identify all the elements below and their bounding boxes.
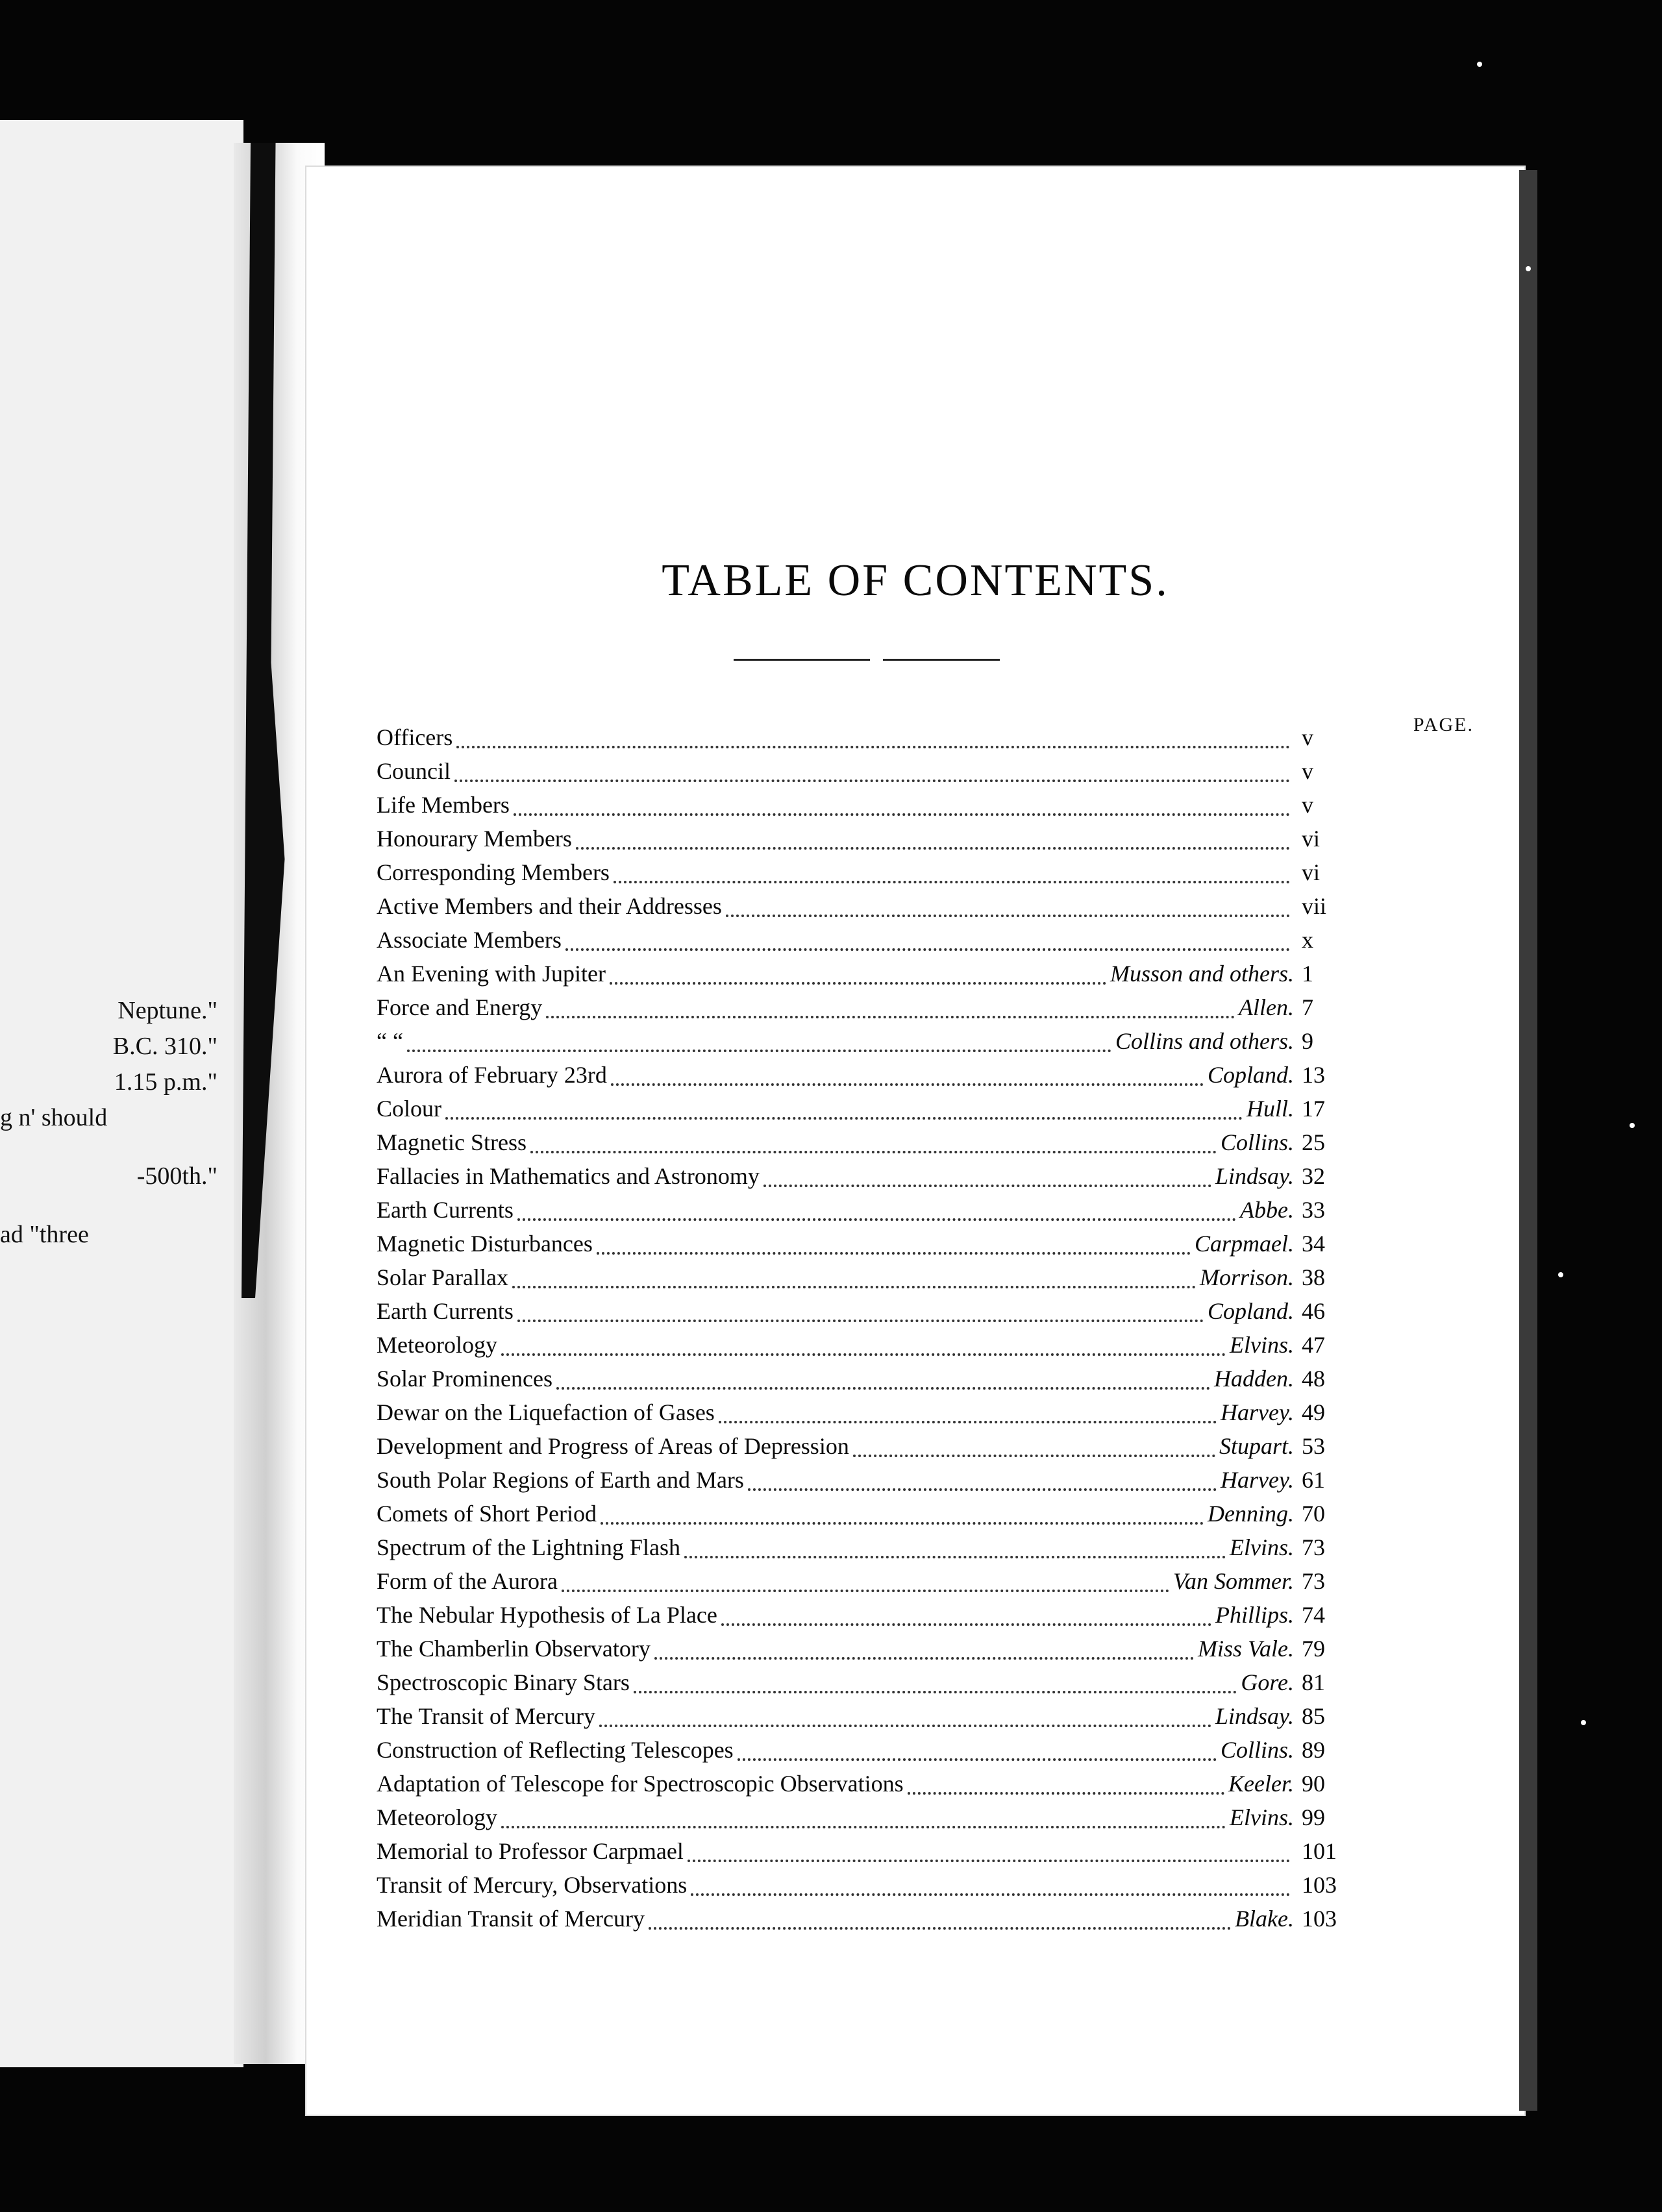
toc-entry-page: 38	[1302, 1264, 1325, 1290]
toc-entry	[377, 1027, 1341, 1061]
toc-entry-author: Denning.	[1208, 1501, 1294, 1527]
toc-entry-title: Earth Currents	[377, 1197, 514, 1223]
toc-entry-title: Honourary Members	[377, 826, 572, 852]
toc-entry-author: Elvins.	[1230, 1804, 1294, 1830]
toc-entry	[377, 1264, 1341, 1297]
toc-entry	[377, 825, 1341, 859]
toc-entry-title: Force and Energy	[377, 994, 543, 1020]
toc-entry	[377, 1399, 1341, 1432]
toc-entry-page: 48	[1302, 1366, 1325, 1392]
toc-entry-author: Hadden.	[1214, 1366, 1294, 1392]
previous-page-fragment: g n' should	[0, 1104, 108, 1131]
toc-entry-page: 34	[1302, 1231, 1325, 1257]
toc-entry-page: 74	[1302, 1602, 1325, 1628]
dot-leader	[512, 1286, 1196, 1288]
toc-entry	[377, 1736, 1341, 1770]
dot-leader	[501, 1826, 1226, 1828]
toc-entry	[377, 724, 1341, 757]
dot-leader	[721, 1623, 1211, 1626]
previous-page	[0, 120, 243, 2067]
dot-leader	[546, 1016, 1235, 1018]
toc-entry-title: Life Members	[377, 792, 510, 818]
previous-page-fragment: ad "three	[0, 1221, 89, 1248]
toc-entry	[377, 757, 1341, 791]
toc-entry	[377, 1837, 1341, 1871]
dot-leader	[530, 1151, 1217, 1153]
toc-entry	[377, 1905, 1341, 1939]
dot-leader	[649, 1927, 1231, 1930]
toc-entry-page: 53	[1302, 1433, 1325, 1459]
toc-entry-page: 101	[1302, 1838, 1337, 1864]
dust-speck	[1438, 1434, 1443, 1440]
toc-entry-author: Blake.	[1235, 1906, 1294, 1932]
toc-entry-page: 73	[1302, 1568, 1325, 1594]
toc-entry-title: Solar Parallax	[377, 1264, 508, 1290]
dot-leader	[688, 1860, 1290, 1862]
toc-entry-page: 61	[1302, 1467, 1325, 1493]
title-rule	[734, 659, 870, 661]
toc-entry	[377, 1061, 1341, 1095]
toc-entry-title: Comets of Short Period	[377, 1501, 597, 1527]
toc-entry-author: Hull.	[1246, 1096, 1294, 1122]
toc-entry-page: 33	[1302, 1197, 1325, 1223]
dot-leader	[517, 1320, 1204, 1322]
dot-leader	[514, 813, 1290, 816]
toc-entry	[377, 1331, 1341, 1365]
toc-entry-title: Spectrum of the Lightning Flash	[377, 1534, 680, 1560]
toc-entry-author: Phillips.	[1215, 1602, 1294, 1628]
toc-entry	[377, 1770, 1341, 1804]
toc-entry-page: vi	[1302, 826, 1321, 852]
toc-entry-title: Adaptation of Telescope for Spectroscopic Observations	[377, 1771, 904, 1797]
dot-leader	[517, 1218, 1236, 1221]
toc-entry-author: Allen.	[1239, 994, 1294, 1020]
toc-entry-title: Meteorology	[377, 1804, 497, 1830]
toc-entry-title: Meridian Transit of Mercury	[377, 1906, 645, 1932]
toc-entry	[377, 1230, 1341, 1264]
toc-entry-page: 103	[1302, 1872, 1337, 1898]
dot-leader	[691, 1893, 1290, 1896]
toc-entry-page: x	[1302, 927, 1313, 953]
toc-entry-title: The Chamberlin Observatory	[377, 1636, 651, 1662]
dot-leader	[654, 1657, 1194, 1660]
toc-entry	[377, 1466, 1341, 1500]
toc-entry	[377, 1297, 1341, 1331]
toc-entry-title: Form of the Aurora	[377, 1568, 558, 1594]
toc-entry	[377, 791, 1341, 825]
toc-entry-author: Harvey.	[1221, 1399, 1294, 1425]
toc-entry	[377, 1702, 1341, 1736]
toc-entry-author: Lindsay.	[1215, 1703, 1294, 1729]
toc-entry-page: v	[1302, 724, 1313, 750]
toc-entry-author: Miss Vale.	[1198, 1636, 1294, 1662]
toc-entry-page: 70	[1302, 1501, 1325, 1527]
toc-entry-title: Solar Prominences	[377, 1366, 552, 1392]
dot-leader	[726, 915, 1290, 917]
toc-entry-page: 85	[1302, 1703, 1325, 1729]
dot-leader	[597, 1252, 1191, 1255]
toc-entry-title: Transit of Mercury, Observations	[377, 1872, 688, 1898]
dot-leader	[556, 1387, 1210, 1390]
toc-entry	[377, 994, 1341, 1027]
toc-entry	[377, 926, 1341, 960]
dust-speck	[1526, 266, 1531, 271]
dot-leader	[684, 1556, 1226, 1558]
toc-entry-author: Gore.	[1241, 1669, 1294, 1695]
dot-leader	[454, 780, 1290, 782]
toc-entry-title: Corresponding Members	[377, 859, 610, 885]
toc-entry-author: Stupart.	[1219, 1433, 1294, 1459]
toc-entry-title: The Transit of Mercury	[377, 1703, 595, 1729]
toc-entry-page: 73	[1302, 1534, 1325, 1560]
toc-entry-page: 49	[1302, 1399, 1325, 1425]
toc-entry-page: 46	[1302, 1298, 1325, 1324]
previous-page-fragment: 1.15 p.m."	[114, 1068, 217, 1096]
toc-entry-title: Dewar on the Liquefaction of Gases	[377, 1399, 715, 1425]
previous-page-fragment: -500th."	[136, 1162, 217, 1190]
dot-leader	[908, 1792, 1224, 1795]
page-column-header: PAGE.	[1413, 714, 1474, 735]
toc-entry-page: 17	[1302, 1096, 1325, 1122]
toc-entry-author: Keeler.	[1228, 1771, 1294, 1797]
toc-entry	[377, 1129, 1341, 1162]
toc-entry-title: An Evening with Jupiter	[377, 961, 606, 987]
toc-entry-title: Aurora of February 23rd	[377, 1062, 607, 1088]
dot-leader	[599, 1725, 1211, 1727]
toc-entry-author: Musson and others.	[1110, 961, 1294, 987]
toc-entry-title: Construction of Reflecting Telescopes	[377, 1737, 734, 1763]
toc-entry-page: vii	[1302, 893, 1327, 919]
toc-entry-author: Van Sommer.	[1173, 1568, 1294, 1594]
toc-entry-title: Fallacies in Mathematics and Astronomy	[377, 1163, 760, 1189]
dot-leader	[610, 982, 1106, 985]
toc-entry-page: 103	[1302, 1906, 1337, 1932]
toc-entry-page: v	[1302, 758, 1313, 784]
toc-entry	[377, 1635, 1341, 1669]
toc-entry-title: Development and Progress of Areas of Depression	[377, 1433, 849, 1459]
dust-speck	[1477, 62, 1482, 67]
dot-leader	[748, 1488, 1217, 1491]
dot-leader	[763, 1185, 1211, 1187]
toc-entry-page: 9	[1302, 1028, 1313, 1054]
toc-entry-author: Elvins.	[1230, 1534, 1294, 1560]
toc-entry	[377, 859, 1341, 892]
toc-entry-author: Abbe.	[1240, 1197, 1294, 1223]
toc-entry-page: 89	[1302, 1737, 1325, 1763]
toc-entry	[377, 1534, 1341, 1567]
toc-entry-page: 1	[1302, 961, 1313, 987]
toc-entry	[377, 1196, 1341, 1230]
toc-entry-title: Active Members and their Addresses	[377, 893, 722, 919]
toc-entry-page: 99	[1302, 1804, 1325, 1830]
table-of-contents	[377, 724, 1341, 1939]
toc-entry-author: Copland.	[1207, 1298, 1294, 1324]
dot-leader	[853, 1455, 1215, 1457]
toc-entry-page: 25	[1302, 1129, 1325, 1155]
toc-entry-title: Meteorology	[377, 1332, 497, 1358]
toc-entry	[377, 1669, 1341, 1702]
dot-leader	[501, 1353, 1226, 1356]
toc-entry	[377, 892, 1341, 926]
dot-leader	[611, 1083, 1204, 1086]
previous-page-fragment: Neptune."	[118, 997, 217, 1024]
toc-entry-author: Copland.	[1207, 1062, 1294, 1088]
previous-page-fragment: B.C. 310."	[112, 1033, 217, 1060]
toc-entry-title: Earth Currents	[377, 1298, 514, 1324]
toc-entry-page: 13	[1302, 1062, 1325, 1088]
toc-entry-title: Spectroscopic Binary Stars	[377, 1669, 630, 1695]
toc-entry	[377, 1500, 1341, 1534]
toc-entry-author: Collins and others.	[1115, 1028, 1294, 1054]
dust-speck	[1558, 1272, 1563, 1277]
toc-entry	[377, 1095, 1341, 1129]
toc-entry-title: Colour	[377, 1096, 442, 1122]
dot-leader	[601, 1522, 1204, 1525]
toc-entry	[377, 1601, 1341, 1635]
toc-entry-author: Morrison.	[1199, 1264, 1294, 1290]
toc-entry	[377, 1567, 1341, 1601]
dot-leader	[562, 1590, 1169, 1592]
toc-entry-title: The Nebular Hypothesis of La Place	[377, 1602, 717, 1628]
toc-entry-page: 79	[1302, 1636, 1325, 1662]
toc-entry-title: Magnetic Stress	[377, 1129, 527, 1155]
toc-entry	[377, 1804, 1341, 1837]
toc-entry	[377, 1365, 1341, 1399]
toc-entry-author: Harvey.	[1221, 1467, 1294, 1493]
dot-leader	[634, 1691, 1237, 1693]
dust-speck	[1630, 1123, 1635, 1128]
toc-entry-title: “ “	[377, 1028, 403, 1054]
toc-entry-page: 47	[1302, 1332, 1325, 1358]
toc-entry-title: Magnetic Disturbances	[377, 1231, 593, 1257]
toc-entry-title: Associate Members	[377, 927, 562, 953]
toc-entry-title: South Polar Regions of Earth and Mars	[377, 1467, 744, 1493]
title-rule	[883, 659, 1000, 661]
dot-leader	[719, 1421, 1217, 1423]
dot-leader	[407, 1050, 1111, 1052]
dot-leader	[456, 746, 1290, 748]
toc-entry-author: Collins.	[1220, 1129, 1294, 1155]
toc-entry-page: 90	[1302, 1771, 1325, 1797]
toc-entry-page: 32	[1302, 1163, 1325, 1189]
dust-speck	[1581, 1720, 1586, 1725]
dot-leader	[565, 948, 1290, 951]
toc-entry	[377, 1871, 1341, 1905]
toc-entry-title: Council	[377, 758, 451, 784]
toc-entry	[377, 960, 1341, 994]
toc-entry-title: Memorial to Professor Carpmael	[377, 1838, 684, 1864]
page-edge	[1519, 170, 1537, 2111]
toc-entry-page: 7	[1302, 994, 1313, 1020]
page-title: TABLE OF CONTENTS.	[662, 556, 1169, 606]
toc-entry-author: Collins.	[1220, 1737, 1294, 1763]
dot-leader	[576, 847, 1290, 850]
toc-entry	[377, 1162, 1341, 1196]
toc-entry-page: v	[1302, 792, 1313, 818]
toc-entry	[377, 1432, 1341, 1466]
toc-entry-page: 81	[1302, 1669, 1325, 1695]
toc-entry-author: Carpmael.	[1195, 1231, 1294, 1257]
toc-entry-page: vi	[1302, 859, 1321, 885]
dot-leader	[738, 1758, 1217, 1761]
toc-entry-title: Officers	[377, 724, 453, 750]
dot-leader	[445, 1117, 1243, 1120]
toc-entry-author: Elvins.	[1230, 1332, 1294, 1358]
toc-entry-author: Lindsay.	[1215, 1163, 1294, 1189]
dot-leader	[614, 881, 1290, 883]
